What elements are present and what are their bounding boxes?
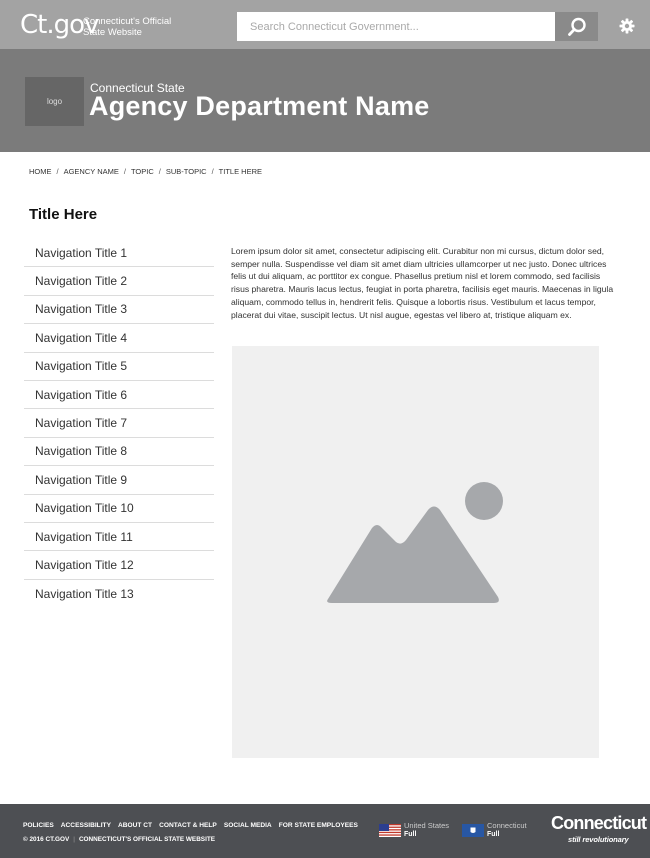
footer-link-accessibility[interactable]: ACCESSIBILITY	[60, 822, 111, 829]
brand-tagline: still revolutionary	[568, 835, 629, 844]
footer-link-about-ct[interactable]: ABOUT CT	[117, 822, 153, 829]
copyright-text: © 2016 CT.GOV	[23, 836, 70, 843]
gear-icon[interactable]	[619, 18, 635, 34]
agency-name: Agency Department Name	[89, 91, 430, 121]
nav-item-4[interactable]: Navigation Title 4	[24, 324, 214, 352]
breadcrumb-separator: /	[211, 167, 214, 176]
ct-flag-label: Connecticut	[487, 821, 527, 830]
ct-flag-status	[462, 822, 527, 839]
agency-banner	[0, 49, 650, 152]
nav-item-8[interactable]: Navigation Title 8	[24, 438, 214, 466]
brand-name: Connecticut	[551, 813, 647, 833]
nav-item-11[interactable]: Navigation Title 11	[24, 523, 214, 551]
us-flag-text	[404, 822, 449, 839]
official-site-text: CONNECTICUT'S OFFICIAL STATE WEBSITE	[78, 836, 216, 843]
nav-item-9[interactable]: Navigation Title 9	[24, 466, 214, 494]
ct-flag-text	[487, 822, 527, 839]
us-flag-status	[379, 822, 449, 839]
site-title	[83, 16, 171, 38]
top-bar	[0, 0, 650, 49]
footer-link-policies[interactable]: POLICIES	[23, 822, 54, 829]
breadcrumb-home[interactable]: HOME	[29, 167, 52, 176]
search-icon	[567, 17, 587, 37]
nav-item-6[interactable]: Navigation Title 6	[24, 381, 214, 409]
agency-subtitle: Connecticut State	[90, 81, 185, 95]
nav-item-2[interactable]: Navigation Title 2	[24, 267, 214, 295]
nav-item-12[interactable]: Navigation Title 12	[24, 551, 214, 579]
ct-flag-icon	[462, 824, 484, 837]
page-title: Title Here	[29, 206, 98, 223]
ct-gov-wordmark: Ct.gov	[20, 10, 99, 40]
nav-item-5[interactable]: Navigation Title 5	[24, 353, 214, 381]
breadcrumb-agency-name[interactable]: AGENCY NAME	[63, 167, 119, 176]
ct-gov-logo[interactable]	[20, 9, 99, 41]
site-title-line1: Connecticut's Official	[83, 16, 172, 27]
copyright-divider: |	[73, 836, 75, 843]
footer-link-state-employees[interactable]: FOR STATE EMPLOYEES	[278, 822, 358, 829]
image-placeholder-icon	[232, 346, 599, 758]
footer-link-social-media[interactable]: SOCIAL MEDIA	[223, 822, 272, 829]
footer-link-contact-help[interactable]: CONTACT & HELP	[159, 822, 217, 829]
image-placeholder	[232, 346, 599, 758]
search-input[interactable]	[237, 12, 555, 41]
nav-item-3[interactable]: Navigation Title 3	[24, 296, 214, 324]
breadcrumb	[29, 167, 262, 176]
breadcrumb-current: TITLE HERE	[218, 167, 263, 176]
search-button[interactable]	[555, 12, 598, 41]
us-flag-icon	[379, 824, 401, 837]
copyright	[23, 836, 215, 843]
breadcrumb-sub-topic[interactable]: SUB-TOPIC	[165, 167, 207, 176]
breadcrumb-separator: /	[158, 167, 161, 176]
nav-item-1[interactable]: Navigation Title 1	[24, 239, 214, 267]
ct-flag-status-text: Full	[487, 831, 500, 838]
us-flag-status-text: Full	[404, 831, 417, 838]
us-flag-label: United States	[404, 821, 450, 830]
body-paragraph: Lorem ipsum dolor sit amet, consectetur adipiscing elit. Curabitur non mi cursus, dictum dolor sed, semper nulla. Suspendisse vel diam sit amet diam ultricies ullamcorper ut nec justo. Donec ultrices felis ut dui aliquam, ac porttitor ex congue. Phasellus pretium nisl et lorem commodo, sed facilisis risus pharetra. Mauris lacus lectus, feugiat in porta pharetra, facilisis eget mauris. Maecenas in ligula aliquam, commodo tellus in, hendrerit felis. Quisque a lobortis risus. Vestibulum et lacus tempor, placerat dui vitae, suscipit lectus. Ut nisl augue, egestas vel libero at, tristique aliquam ex.	[231, 246, 614, 320]
agency-logo[interactable]: logo	[25, 77, 84, 126]
footer-links	[23, 822, 365, 829]
nav-item-7[interactable]: Navigation Title 7	[24, 409, 214, 437]
site-title-line2: State Website	[83, 27, 142, 38]
breadcrumb-topic[interactable]: TOPIC	[130, 167, 154, 176]
connecticut-brand-logo[interactable]	[551, 813, 647, 847]
breadcrumb-separator: /	[56, 167, 59, 176]
side-navigation	[24, 239, 214, 608]
breadcrumb-separator: /	[123, 167, 126, 176]
nav-item-13[interactable]: Navigation Title 13	[35, 586, 134, 601]
nav-item-10[interactable]: Navigation Title 10	[24, 495, 214, 523]
